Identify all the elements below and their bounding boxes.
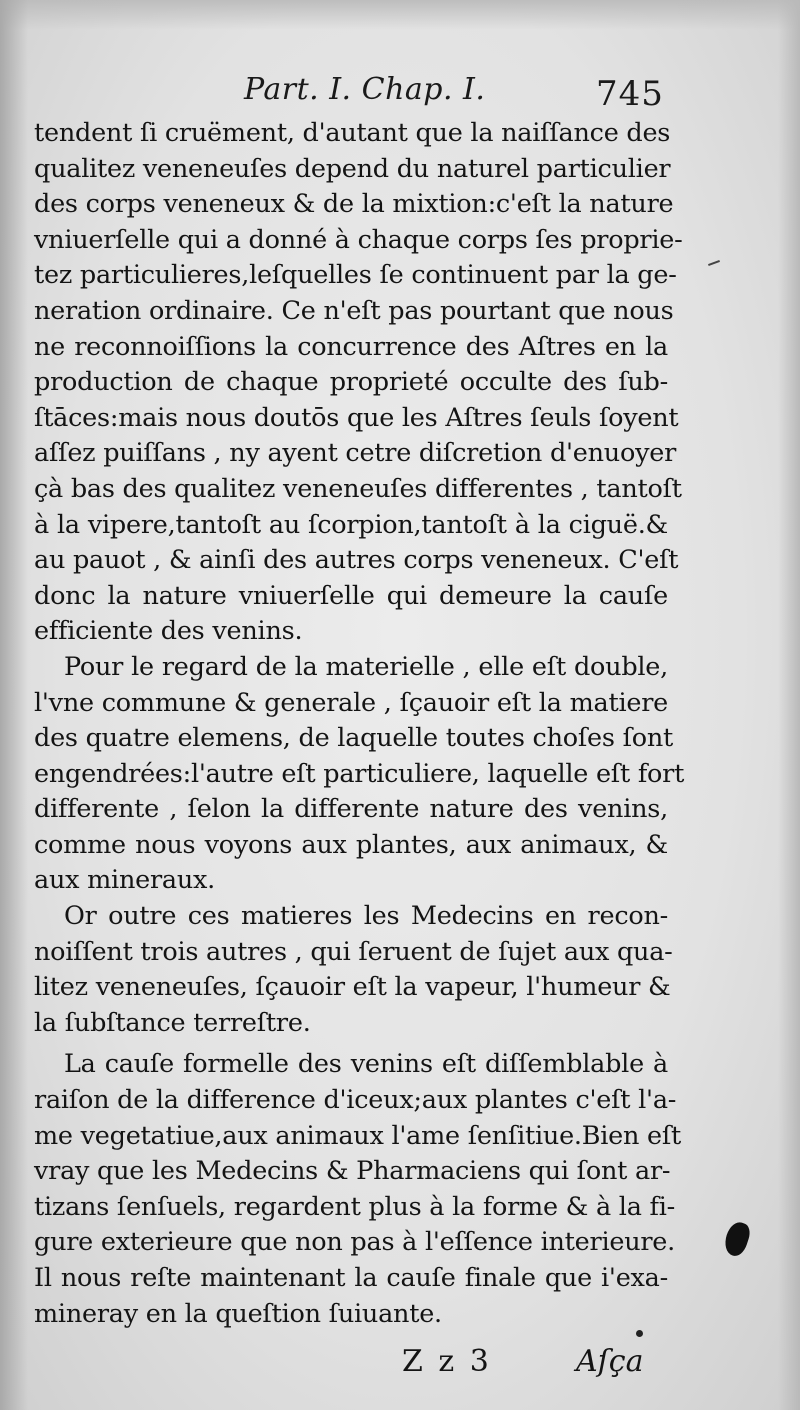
- text-line-paragraph-start: La cauſe formelle des venins eſt diſſemblable à: [64, 1049, 668, 1080]
- text-line: tendent ſi cruëment, d'autant que la naiſſance des: [34, 118, 671, 148]
- text-line: au pauot , & ainſi des autres corps veneneux. C'eſt: [34, 545, 679, 576]
- page-shadow-left: [0, 0, 28, 1410]
- text-line: engendrées:l'autre eſt particuliere, laquelle eſt fort: [34, 758, 685, 789]
- page-footer: [0, 1344, 800, 1390]
- text-line: ne reconnoiſſions la concurrence des Aſtres en la: [34, 331, 668, 362]
- margin-mark: [708, 260, 720, 266]
- text-line: vniuerſelle qui a donné à chaque corps ſes proprie-: [34, 224, 683, 255]
- text-line: des quatre elemens, de laquelle toutes choſes ſont: [34, 723, 674, 754]
- body-text: [34, 116, 685, 1332]
- text-line: tez particulieres,leſquelles ſe continuent par la ge-: [34, 260, 677, 291]
- text-line: mineray en la queſtion ſuiuante.: [34, 1298, 442, 1329]
- page-shadow-right: [778, 0, 800, 1410]
- text-line: me vegetatiue,aux animaux l'ame ſenſitiue.Bien eſt: [34, 1120, 682, 1151]
- running-head: Part. I. Chap. I.: [244, 72, 486, 107]
- text-line: gure exterieure que non pas à l'eſſence interieure.: [34, 1227, 675, 1258]
- text-line: la ſubſtance terreſtre.: [34, 1007, 311, 1038]
- catchword: Aſça: [576, 1344, 644, 1379]
- text-line: qualitez veneneuſes depend du naturel particulier: [34, 153, 671, 184]
- text-line: neration ordinaire. Ce n'eſt pas pourtant que nous: [34, 295, 674, 326]
- text-line: l'vne commune & generale , ſçauoir eſt la matiere: [34, 687, 668, 718]
- text-line: vray que les Medecins & Pharmaciens qui ſont ar-: [34, 1156, 671, 1187]
- text-line: aux mineraux.: [34, 865, 216, 896]
- signature-mark: Z z 3: [402, 1344, 492, 1379]
- text-line: des corps veneneux & de la mixtion:c'eſt la nature: [34, 189, 674, 220]
- text-line: efficiente des venins.: [34, 616, 303, 647]
- text-line: comme nous voyons aux plantes, aux animaux, &: [34, 829, 668, 860]
- text-line: production de chaque proprieté occulte des ſub-: [34, 367, 668, 398]
- page-header: [0, 72, 800, 116]
- text-line: donc la nature vniuerſelle qui demeure la cauſe: [34, 580, 668, 611]
- text-line: à la vipere,tantoſt au ſcorpion,tantoſt à la ciguë.&: [34, 509, 668, 540]
- text-line: differente , ſelon la differente nature des venins,: [34, 794, 668, 825]
- text-line-paragraph-start: Pour le regard de la materielle , elle eſt double,: [64, 651, 668, 682]
- text-line: Il nous reſte maintenant la cauſe finale que i'exa-: [34, 1263, 668, 1293]
- text-line: litez veneneuſes, ſçauoir eſt la vapeur, l'humeur &: [34, 972, 671, 1003]
- page-shadow-top: [0, 0, 800, 30]
- page-number: 745: [596, 74, 664, 114]
- ink-speck: [636, 1330, 643, 1337]
- text-line: aſſez puiſſans , ny ayent cetre diſcretion d'enuoyer: [34, 438, 677, 469]
- text-line: raiſon de la difference d'iceux;aux plantes c'eſt l'a-: [34, 1085, 677, 1116]
- text-line: tizans ſenſuels, regardent plus à la forme & à la fi-: [34, 1191, 675, 1222]
- text-line: çà bas des qualitez veneneuſes differentes , tantoſt: [34, 473, 682, 504]
- text-line: ſtāces:mais nous doutōs que les Aſtres ſeuls ſoyent: [34, 402, 679, 433]
- text-line-paragraph-start: Or outre ces matieres les Medecins en recon-: [64, 901, 668, 932]
- text-line: noiſſent trois autres , qui ſeruent de ſujet aux qua-: [34, 936, 673, 967]
- ink-blot: [721, 1219, 752, 1258]
